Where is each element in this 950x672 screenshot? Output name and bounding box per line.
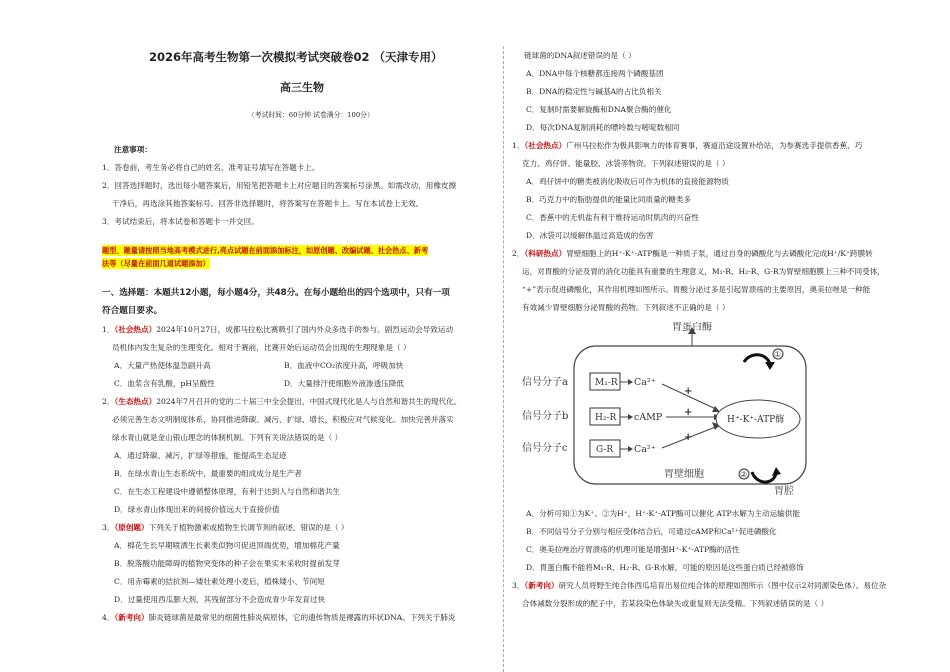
- receptor-mechanism-diagram: [522, 322, 822, 496]
- option: B．在绿水青山生态系统中，最重要的组成成分是生产者: [114, 469, 302, 478]
- section-heading: 符合题目要求。: [102, 306, 163, 316]
- option: D．冰袋可以缓解体温过高造成的伤害: [526, 231, 654, 240]
- note-line: 干净后，再选涂其他答案标号。回答非选择题时，将答案写在答题卡上。写在本试卷上无效。: [112, 199, 424, 208]
- option: C．复制时需要解旋酶和DNA聚合酶的催化: [526, 105, 672, 114]
- receptor-m1: M₁-R: [595, 378, 618, 388]
- receptor-h2: H₂-R: [595, 413, 617, 423]
- option: A．通过降碳、减污，扩绿等措施，能提高生态足迹: [114, 451, 287, 460]
- question-text: 克力、鸡仔饼、能量胶、冰袋等物资。下列叙述错误的是（ ）: [522, 159, 730, 168]
- option: A．DNA中每个核糖都连接两个磷酸基团: [526, 69, 664, 78]
- transport-arrow-2: [752, 472, 776, 482]
- signal-a-label: 信号分子a: [522, 377, 568, 388]
- option: D．大量排汗使细胞外液渗透压降低: [284, 379, 404, 388]
- option: D．胃蛋白酶不能将M₁-R、H₂-R、G-R水解，可能的原因是这些蛋白质已经被修饰: [526, 563, 804, 572]
- page-subtitle: 高三生物: [280, 81, 324, 94]
- question-2: 2．（生态热点）2024年7月召开的党的二十届三中全会提出，中国式现代化是人与自然和谐共生的现代化。: [102, 397, 462, 406]
- question-r3: 3．（新考向）研究人员将野生纯合体西瓜培育出易位纯合体的原理如图所示（图中仅示2对同源染色体）。易位杂: [512, 581, 887, 590]
- option: D．绿水青山体现出来的间接价值远大于直接价值: [114, 505, 280, 514]
- question-r2: 2．（科研热点）胃壁细胞上的H⁺-K⁺-ATP酶是一种质子泵，通过自身的磷酸化与去磷酸化完成H⁺/K⁺跨膜转: [512, 249, 873, 258]
- plus-sign: +: [684, 432, 693, 443]
- signal-c-label: 信号分子c: [522, 443, 568, 454]
- receptor-g: G-R: [596, 445, 614, 455]
- pepsin-label: 胃蛋白酶: [672, 322, 712, 333]
- question-text: 运，对胃酸的分泌及胃的消化功能具有重要的生理意义，M₁-R、H₂-R、G-R为胃壁细胞膜上三种不同受体，: [522, 267, 885, 276]
- option: A．鸡仔饼中的糖类被消化吸收后可作为机体的直接能源物质: [526, 177, 729, 186]
- option: B．巧克力中的脂肪提供的能量比同质量的糖类多: [526, 195, 692, 204]
- question-1: 1．（社会热点）2024年10月27日，成都马拉松比赛吸引了国内外众多选手的参与。剧烈运动会导致运动: [102, 325, 454, 334]
- question-3: 3．（原创题）下列关于植物激素或植物生长调节剂的叙述，错误的是（ ）: [102, 523, 349, 532]
- arrowhead: [765, 362, 775, 370]
- section-heading: 一、选择题：本题共12小题，每小题4分，共48分。在每小题给出的四个选项中，只有一项: [102, 288, 450, 298]
- camp: cAMP: [634, 412, 663, 423]
- option: B．血液中CO₂浓度升高，呼吸加快: [284, 361, 404, 370]
- option: A．分析可知①为K⁺、②为H⁺，H⁺-K⁺-ATP酶可以催化 ATP水解为主动运输供能: [526, 509, 800, 518]
- notes-heading: 注意事项：: [114, 145, 152, 154]
- arrowhead: [772, 467, 781, 476]
- option: C．奥美拉唑治疗胃溃疡的机理可能是增强H⁺-K⁺-ATP酶的活性: [526, 545, 740, 554]
- arrowhead: [628, 446, 633, 452]
- ca-ion-1: Ca²⁺: [634, 377, 656, 388]
- question-text: 必须完善生态文明制度体系，协同推进降碳、减污、扩绿、增长，积极应对气候变化。加快完善并落实: [112, 415, 454, 424]
- question-text: 员机体内发生复杂的生理变化。相对于赛前，比赛开始后运动员会出现的生理现象是（ ）: [112, 343, 411, 352]
- option: C．在生态工程建设中遵循整体原理，有利于达到人与自然和谐共生: [114, 487, 341, 496]
- exam-info: （考试时间：60分钟 试卷满分：100分）: [248, 111, 374, 119]
- arrowhead: [712, 406, 720, 412]
- signal-b-label: 信号分子b: [522, 411, 569, 422]
- ca-ion-2: Ca²⁺: [634, 444, 656, 455]
- option: B．脱落酸功能障碍的植物突变体的种子会在果实未采收时提前发芽: [114, 559, 340, 568]
- question-r1: 1．（社会热点）广州马拉松作为极具影响力的体育赛事，赛道沿途设置补给站，为参赛选手提供香蕉、巧: [512, 141, 863, 150]
- option: C．血浆含有乳酸，pH呈酸性: [114, 379, 215, 388]
- option: B．DNA的稳定性与碱基A的占比负相关: [526, 87, 662, 96]
- marker-1: ①: [774, 350, 782, 359]
- page-title: 2026年高考生物第一次模拟考试突破卷02 （天津专用）: [149, 50, 443, 64]
- option: D．每次DNA复制消耗的嘌呤数与嘧啶数相同: [526, 123, 680, 132]
- highlight-note: 题型、题量请按照当地高考模式进行,亮点试题在前面添加标注，如原创题、改编试题、社会热点、新考: [102, 246, 429, 255]
- option: C．香蕉中的无机盐有利于维持运动时肌肉的兴奋性: [526, 213, 699, 222]
- option: A．棉花生长早期喷洒生长素类似物可促进顶端优势，增加棉花产量: [114, 541, 340, 550]
- question-4: 4．（新考向）肺炎链球菌是最常见的细菌性肺炎病原体，它的遗传物质是裸露的环状DNA。下列关于肺炎: [102, 613, 456, 622]
- note-line: 3．考试结束后，将本试卷和答题卡一并交回。: [102, 217, 259, 226]
- question-text: 合体减数分裂形成的配子中，若某段染色体缺失或重复则无法受精。下列叙述错误的是（ ）: [522, 599, 829, 608]
- question-text: 有效减少胃壁细胞分泌胃酸的药物。下列叙述不正确的是（ ）: [522, 303, 730, 312]
- question-text: 绿水青山就是金山银山理念的体制机制。下列有关说法错误的是（ ）: [112, 433, 343, 442]
- highlight-note: 法等（尽量在前面几道试题添加）: [102, 259, 210, 268]
- arrowhead: [628, 379, 633, 385]
- arrowhead: [628, 414, 633, 420]
- option: A．大量产热使体温急剧升高: [114, 361, 211, 370]
- option: D．过量使用西瓜膨大剂，其残留部分不会造成青少年发育过快: [114, 595, 326, 604]
- lumen-label: 胃腔: [774, 486, 794, 496]
- option: C．用赤霉素的拮抗剂—矮壮素处理小麦后，植株矮小、节间短: [114, 577, 325, 586]
- note-line: 2．回答选择题时，选出每小题答案后，用铅笔把答题卡上对应题目的答案标号涂黑。如需改动，用橡皮擦: [102, 181, 457, 190]
- question-text: 链球菌的DNA叙述错误的是（ ）: [524, 51, 636, 60]
- plus-sign: +: [684, 407, 693, 418]
- note-line: 1．答卷前，考生务必将自己的姓名、准考证号填写在答题卡上。: [102, 163, 320, 172]
- column-divider: [503, 46, 504, 672]
- marker-2: ②: [740, 470, 748, 479]
- enzyme-label: H⁺-K⁺-ATP酶: [727, 415, 785, 425]
- question-text: “+”表示促进磷酸化，其作用机理如图所示。胃酸分泌过多是引起胃溃疡的主要原因，奥美拉唑是一种能: [522, 285, 871, 294]
- option: B．不同信号分子分别与相应受体结合后，可通过cAMP和Ca²⁺促进磷酸化: [526, 527, 777, 536]
- plus-sign: +: [684, 386, 693, 397]
- cell-label: 胃壁细胞: [664, 469, 704, 480]
